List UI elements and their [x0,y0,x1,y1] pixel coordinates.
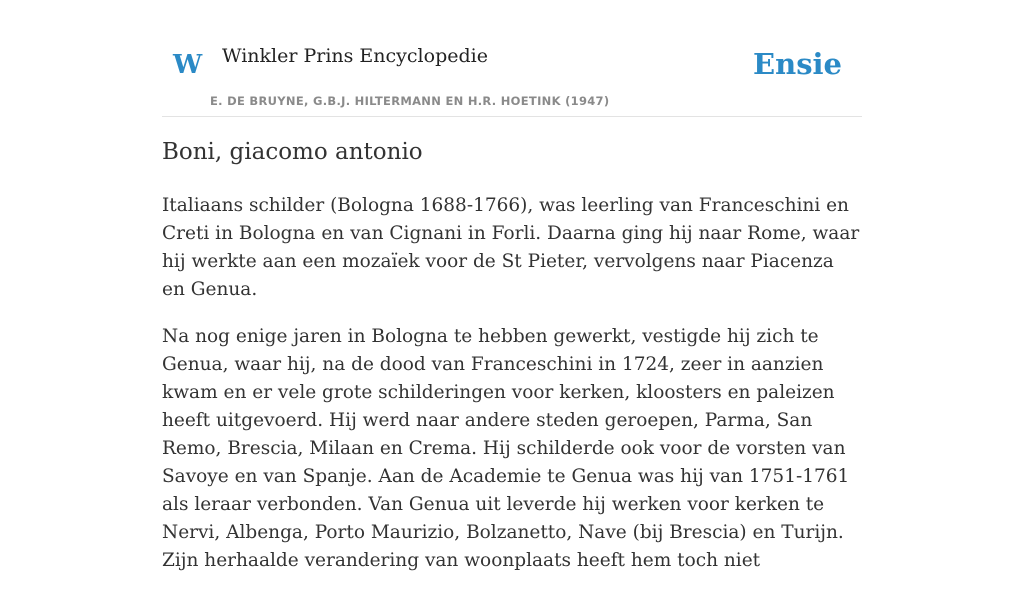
ensie-logo-link[interactable]: Ensie [753,47,842,81]
publication-logo[interactable]: W [173,50,203,80]
publication-title[interactable]: Winkler Prins Encyclopedie [222,45,488,67]
article-paragraph: Na nog enige jaren in Bologna te hebben gewerkt, vestigde hij zich te Genua, waar hij, na de dood van Franceschini in 1724, zeer in aanzien kwam en er vele grote schilderingen voor kerken, kloosters en paleizen heeft uitgevoerd. Hij werd naar andere steden geroepen, Parma, San Remo, Brescia, Milaan en Crema. Hij schilderde ook voor de vorsten van Savoye en van Spanje. Aan de Academie te Genua was hij van 1751-1761 als leraar verbonden. Van Genua uit leverde hij werken voor kerken te Nervi, Albenga, Porto Maurizio, Bolzanetto, Nave (bij Brescia) en Turijn. Zijn herhaalde verandering van woonplaats heeft hem toch niet [162,326,850,571]
article-paragraph: Italiaans schilder (Bologna 1688-1766), was leerling van Franceschini en Creti in Bologna en van Cignani in Forli. Daarna ging hij naar Rome, waar hij werkte aan een mozaïek voor de St Pieter, vervolgens naar Piacenza en Genua. [162,195,860,300]
site-header [162,0,862,117]
article-body [162,192,862,594]
article-title: Boni, giacomo antonio [162,139,423,165]
publication-authors: E. DE BRUYNE, G.B.J. HILTERMANN EN H.R. HOETINK (1947) [210,94,610,108]
